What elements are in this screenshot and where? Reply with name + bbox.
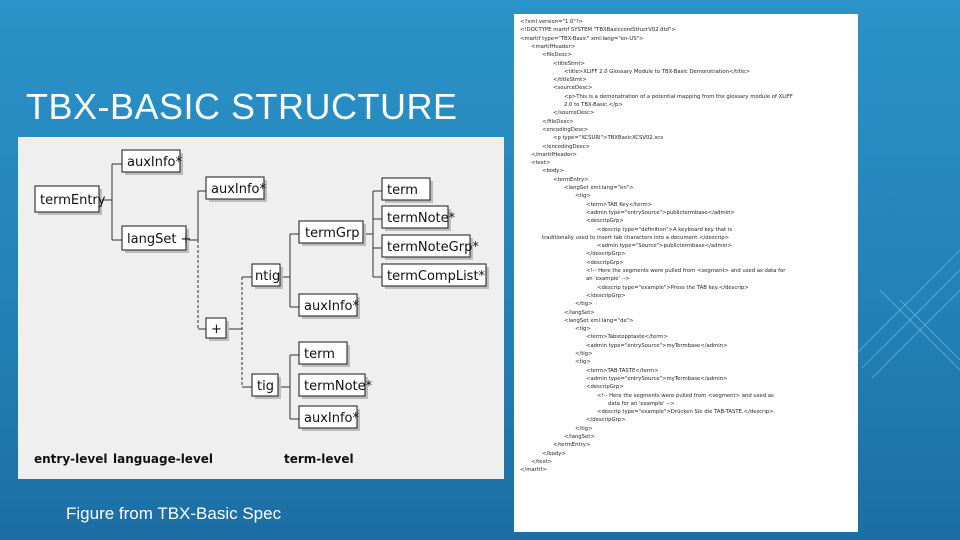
xml-line: <descripGrp> [586, 384, 624, 391]
xml-line: <martifHeader> [531, 43, 576, 50]
level-label-term: term-level [284, 452, 354, 466]
level-label-language: language-level [113, 452, 214, 466]
xml-line: </encodingDesc> [542, 143, 590, 150]
xml-line: <descrip type="example">Drücken Sie die TAB-TASTE.</descrip> [597, 409, 774, 416]
xml-line: <tig> [575, 326, 591, 333]
xml-line: <martif type="TBX-Basic" xml:lang="en-US"> [520, 35, 644, 42]
svg-text:termNote*: termNote* [387, 211, 456, 226]
xml-line: <term>TAB-TASTE</term> [586, 367, 659, 374]
xml-line: <p>This is a demonstration of a potential mapping from the glossary module of XLIFF [564, 93, 793, 100]
node-termCompList [382, 264, 489, 289]
svg-text:ntig: ntig [255, 269, 281, 284]
node-choice [206, 318, 229, 341]
xml-line: </martif> [520, 467, 547, 474]
svg-text:termEntry: termEntry [40, 193, 106, 208]
node-term-grp [382, 178, 433, 203]
svg-text:auxInfo*: auxInfo* [304, 299, 360, 314]
xml-line: <descrip type="example">Press the TAB key.</descrip> [597, 284, 749, 291]
level-label-entry: entry-level [34, 452, 108, 466]
xml-line: <fileDesc> [542, 52, 572, 59]
node-ntig [252, 264, 283, 289]
xml-line: <admin type="entrySource">myTermbase</admin> [586, 342, 728, 349]
structure-diagram [18, 137, 504, 479]
xml-line: </fileDesc> [542, 118, 574, 125]
svg-text:langSet +: langSet + [127, 232, 192, 247]
xml-line: <descrip type="definition">A keyboard key that is [597, 226, 733, 233]
xml-line: <langSet xml:lang="en"> [564, 185, 634, 191]
xml-line: <admin type="entrySource">myTermbase</admin> [586, 375, 728, 382]
xml-line: </tig> [575, 425, 593, 432]
xml-line: </descripGrp> [586, 251, 626, 258]
node-termNote-tig [299, 374, 373, 399]
xml-line: <!-- Here the segments were pulled from <segment> and used as [597, 392, 774, 399]
xml-line: </sourceDesc> [553, 110, 595, 117]
svg-text:auxInfo*: auxInfo* [127, 155, 183, 170]
xml-line: <text> [531, 160, 551, 167]
node-auxInfo-tig [299, 406, 360, 431]
xml-line: </tig> [575, 351, 593, 357]
xml-line: </descripGrp> [586, 417, 626, 424]
node-termEntry [35, 186, 106, 215]
svg-text:tig: tig [257, 379, 274, 394]
xml-line: <body> [542, 168, 564, 175]
xml-line: <titleStmt> [553, 60, 585, 67]
xml-line: <encodingDesc> [542, 126, 589, 133]
svg-text:+: + [211, 322, 222, 337]
svg-text:termGrp: termGrp [305, 226, 360, 241]
xml-line: <admin type="Source">publictermbase</admin> [597, 243, 732, 250]
xml-line: <langSet xml:lang="de"> [564, 317, 634, 324]
xml-line: <termEntry> [553, 176, 589, 183]
svg-text:termNoteGrp*: termNoteGrp* [387, 240, 479, 255]
xml-line: <descripGrp> [586, 218, 624, 225]
xml-line: </langSet> [564, 309, 595, 316]
xml-line: traditionally used to insert tab characters into a document.</descrip> [542, 234, 730, 241]
slide-title: TBX-BASIC STRUCTURE [26, 86, 458, 127]
node-tig [252, 374, 281, 399]
xml-line: <term>TAB Key</term> [586, 201, 653, 208]
figure-caption: Figure from TBX-Basic Spec [66, 504, 282, 523]
svg-text:auxInfo*: auxInfo* [211, 182, 267, 197]
svg-text:termNote*: termNote* [304, 379, 373, 394]
node-termNote-grp [382, 206, 456, 231]
xml-line: data for an 'example' --> [608, 400, 675, 407]
xml-line: </titleStmt> [553, 77, 587, 84]
xml-line: <sourceDesc> [553, 85, 593, 92]
xml-line: 2.0 to TBX-Basic.</p> [564, 102, 623, 108]
xml-line: </body> [542, 450, 566, 457]
svg-text:termCompList*: termCompList* [387, 269, 486, 284]
node-langSet [122, 226, 191, 253]
xml-line: <term>Tabstopptaste</term> [586, 334, 668, 341]
xml-line: </descripGrp> [586, 292, 626, 299]
node-termGrp [299, 221, 366, 246]
xml-line: <!DOCTYPE martif SYSTEM "TBXBasiccoreStructV02.dtd"> [520, 27, 676, 34]
xml-line: <tig> [575, 359, 591, 366]
xml-line: <admin type="entrySource">publictermbase</admin> [586, 209, 735, 216]
node-auxInfo-language [206, 177, 267, 202]
xml-line: </termEntry> [553, 442, 591, 449]
xml-line: </text> [531, 458, 553, 465]
xml-sample-panel [514, 14, 858, 532]
xml-line: an 'example' --> [586, 276, 630, 283]
structure-diagram-panel [18, 137, 504, 479]
xml-line: <tig> [575, 193, 591, 200]
node-auxInfo-entry [122, 150, 183, 175]
svg-text:term: term [304, 347, 335, 362]
svg-text:term: term [387, 183, 418, 198]
xml-line: <descripGrp> [586, 259, 624, 266]
node-auxInfo-ntig [299, 294, 360, 319]
xml-line: <title>XLIFF 2.0 Glossary Module to TBX-Basic Demonstration</title> [564, 68, 750, 75]
xml-line: </tig> [575, 301, 593, 308]
svg-text:auxInfo*: auxInfo* [304, 411, 360, 426]
xml-line: <?xml version="1.0"?> [520, 19, 584, 25]
xml-line: <!-- Here the segments were pulled from <segment> and used as data for [586, 268, 786, 274]
node-termNoteGrp [382, 235, 479, 260]
xml-line: <p type="XCSURI">TBXBasicXCSV02.xcs [553, 135, 664, 142]
xml-line: </martifHeader> [531, 151, 577, 158]
xml-line: </langSet> [564, 434, 595, 440]
node-term-tig [299, 342, 350, 367]
